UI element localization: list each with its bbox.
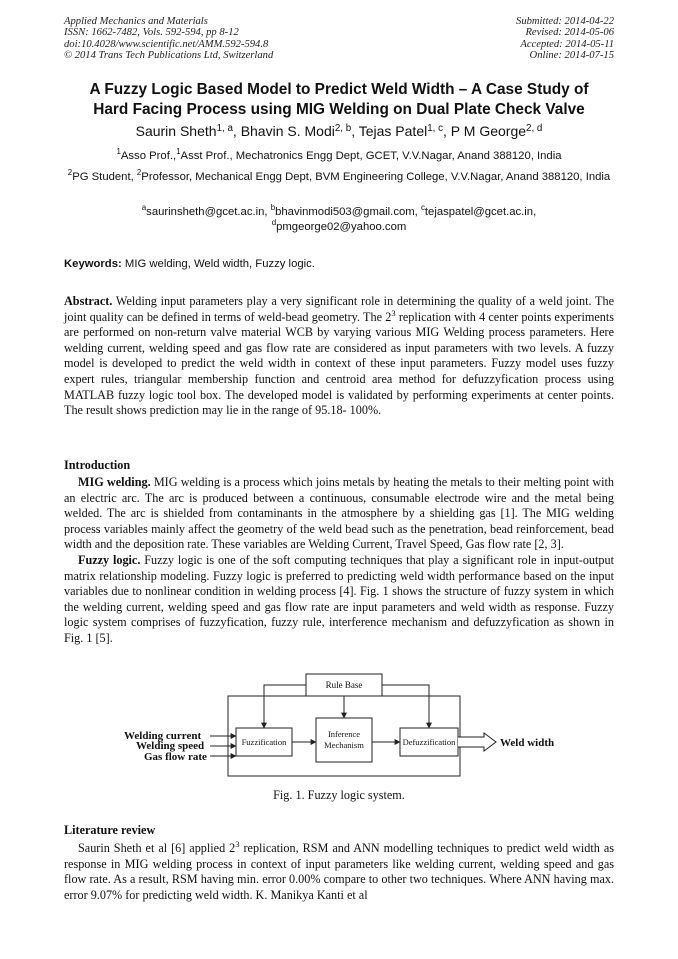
introduction-body <box>64 475 614 647</box>
defuzzification-label: Defuzzification <box>402 737 456 747</box>
author-name: Tejas Patel <box>358 123 428 139</box>
affiliation-text: Asso Prof., <box>120 150 177 162</box>
superscript: 3 <box>391 307 396 318</box>
author-affiliation-mark: 1, c <box>427 123 444 134</box>
section-heading-literature-review: Literature review <box>64 823 156 837</box>
affiliation-mark: 1 <box>176 147 181 156</box>
paragraph-text: replication, RSM and ANN modelling techniques to predict weld width as response in MIG welding process in context of input parameters like welding current, welding speed and gas flow rate. As a result, RSM having min. error 0.00% compare to other two techniques. Where ANN having max. error 9.07% for predicting weld width. K. Manikya Kanti et al <box>64 841 614 902</box>
fuzzification-label: Fuzzification <box>241 737 287 747</box>
author-emails <box>64 205 614 235</box>
author-affiliation-mark: 2, b <box>334 123 352 134</box>
keywords <box>64 257 614 272</box>
figure-caption: Fig. 1. Fuzzy logic system. <box>273 788 405 802</box>
email-link[interactable]: bhavinmodi503@gmail.com, <box>275 206 421 218</box>
paragraph <box>64 553 614 647</box>
affiliation-2 <box>64 170 614 185</box>
date-revised: Revised: 2014-05-06 <box>525 27 614 39</box>
abstract-text: Welding input parameters play a very significant role in determining the quality of a weld joint. The joint quality can be defined in terms of weld-bead geometry. The 2 <box>64 294 614 324</box>
affiliation-text: Professor, Mechanical Engg Dept, BVM Engineering College, V.V.Nagar, Anand 388120, India <box>141 171 611 183</box>
section-heading-introduction: Introduction <box>64 458 131 472</box>
author-list: Saurin Sheth$^{1, a}$, Bhavin S. Modi$^{2, b}$, Tejas Patel$^{1, c}$, P M George$^{2, d}$ <box>135 123 543 139</box>
journal-copyright: © 2014 Trans Tech Publications Ltd, Switzerland <box>64 50 274 62</box>
title-line-1: A Fuzzy Logic Based Model to Predict Weld Width – A Case Study of <box>89 81 589 98</box>
journal-doi: doi:10.4028/www.scientific.net/AMM.592-594.8 <box>64 38 269 50</box>
run-in-heading: MIG welding. <box>78 475 151 489</box>
paragraph-text: Saurin Sheth et al [6] applied 2 <box>78 841 236 855</box>
author-affiliation-mark: 1, a <box>216 123 233 134</box>
input-label-current: Welding current <box>124 730 202 742</box>
affiliation-1 <box>64 149 614 164</box>
affiliation-text: Asst Prof., Mechatronics Engg Dept, GCET, V.V.Nagar, Anand 388120, India <box>180 150 562 162</box>
journal-name: Applied Mechanics and Materials <box>64 16 208 27</box>
journal-issn: ISSN: 1662-7482, Vols. 592-594, pp 8-12 <box>64 27 239 39</box>
rule-base-to-fuzzification <box>264 685 306 728</box>
fuzzy-system-diagram <box>124 670 564 778</box>
email-link[interactable]: pmgeorge02@yahoo.com <box>276 221 407 233</box>
email-mark: d <box>271 218 277 227</box>
rule-base-label: Rule Base <box>325 680 363 690</box>
inference-label-2: Mechanism <box>324 740 364 750</box>
email-mark: a <box>141 203 147 212</box>
superscript: 3 <box>235 839 240 849</box>
literature-review-body <box>64 841 614 903</box>
paragraph-text: Fuzzy logic is one of the soft computing techniques that play a significant role in input-output matrix relationship modeling. Fuzzy logic is preferred to predicting weld width performance based on the input variables due to nonlinear condition in welding process [4]. Fig. 1 shows the structure of fuzzy system in which the welding current, welding speed and gas flow rate are input parameters and weld width as response. Fuzzy logic system comprises of fuzzyfication, fuzzy rule, interference mechanism and defuzzyfication as shown in Fig. 1 [5]. <box>64 552 614 645</box>
output-arrow <box>458 733 496 751</box>
abstract-text: replication with 4 center points experiments are performed on non-return valve material WCB by varying various MIG Welding process parameters. Here welding current, welding speed and gas flow rate are considered as input parameters with two levels. A fuzzy model is developed to predict the weld width in context of these input parameters. Fuzzy model uses fuzzy expert rules, triangular membership function and centroid area method for defuzzyfication process using MATLAB fuzzy logic tool box. The developed model is validated by performing experiments at center points. The result shows prediction may lie in the range of 95.18- 100%. <box>64 309 614 418</box>
keywords-label: Keywords: <box>64 258 122 270</box>
date-online: Online: 2014-07-15 <box>529 50 614 62</box>
email-mark: c <box>420 203 425 212</box>
abstract-label: Abstract. <box>64 294 113 308</box>
paper-title <box>40 80 638 120</box>
author-affiliation-mark: 2, d <box>526 123 543 134</box>
email-mark: b <box>270 203 276 212</box>
author-name: Bhavin S. Modi <box>240 123 335 139</box>
input-label-speed: Welding speed <box>136 740 205 752</box>
abstract <box>64 294 614 419</box>
author-name: Saurin Sheth <box>135 123 217 139</box>
affiliation-text: PG Student, <box>72 171 137 183</box>
affiliation-mark: 2 <box>67 168 73 177</box>
date-accepted: Accepted: 2014-05-11 <box>520 38 614 50</box>
input-label-gas: Gas flow rate <box>144 751 207 763</box>
keywords-text: MIG welding, Weld width, Fuzzy logic. <box>121 258 315 270</box>
affiliation-mark: 1 <box>116 147 121 156</box>
journal-header-left <box>64 16 273 62</box>
email-link[interactable]: saurinsheth@gcet.ac.in, <box>146 206 271 218</box>
journal-header-right <box>516 16 614 62</box>
author-name: P M George <box>450 123 527 139</box>
paragraph-text: MIG welding is a process which joins metals by heating the metals to their melting point with an electric arc. The arc is produced between a continuous, consumable electrode wire and the metal being welded. The arc is shielded from contaminants in the atmosphere by a shielding gas [1]. The MIG welding process variables mainly affect the geometry of the weld bead such as the penetration, bead reinforcement, bead width and the deposition rate. These variables are Welding Current, Travel Speed, Gas flow rate [2, 3]. <box>64 475 615 552</box>
paragraph <box>64 841 614 903</box>
run-in-heading: Fuzzy logic. <box>78 552 141 567</box>
affiliation-mark: 2 <box>136 168 142 177</box>
date-submitted: Submitted: 2014-04-22 <box>516 16 614 27</box>
title-line-2: Hard Facing Process using MIG Welding on Dual Plate Check Valve <box>93 101 585 118</box>
rule-base-to-defuzzification <box>382 685 429 728</box>
output-label: Weld width <box>500 737 555 749</box>
inference-label-1: Inference <box>327 729 361 739</box>
email-link[interactable]: tejaspatel@gcet.ac.in, <box>424 206 537 218</box>
paragraph <box>64 475 614 553</box>
